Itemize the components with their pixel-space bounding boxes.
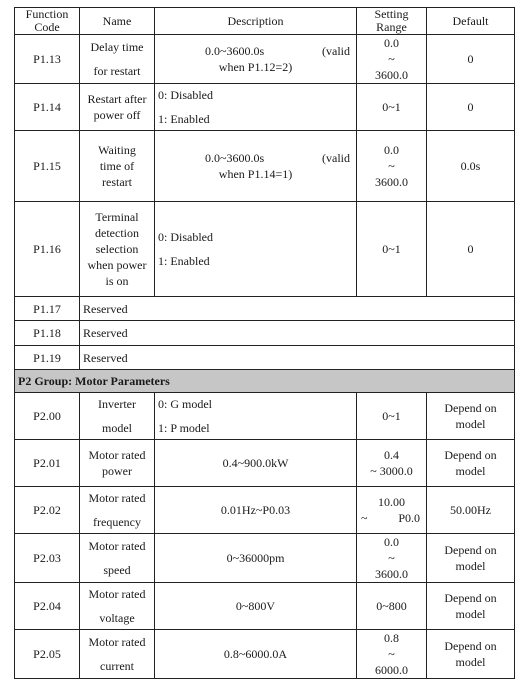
name-line: Motor rated	[88, 635, 146, 649]
name-line: time of	[99, 159, 135, 173]
code-cell: P1.13	[15, 35, 80, 84]
desc-line: 1: Enabled	[158, 112, 210, 126]
range-line: 3600.0	[375, 175, 408, 189]
desc-line: 1: Enabled	[158, 254, 210, 268]
default-cell: Depend on model	[427, 393, 515, 440]
table-row	[15, 346, 515, 370]
code-cell: P2.00	[15, 393, 80, 440]
code-cell: P2.03	[15, 534, 80, 583]
name-cell	[80, 534, 155, 583]
code-cell: P2.04	[15, 583, 80, 630]
description-cell: 0.8~6000.0A	[155, 630, 357, 679]
group-title: P2 Group: Motor Parameters	[15, 370, 515, 393]
range-line: 3600.0	[375, 68, 408, 82]
code-cell: P1.17	[15, 297, 80, 321]
name-line: Inverter	[98, 397, 136, 411]
table-row	[15, 534, 515, 583]
table-row	[15, 297, 515, 321]
desc-valid: (valid	[322, 151, 350, 165]
group-header-row	[15, 370, 515, 393]
name-line: for restart	[93, 64, 141, 78]
desc-line: 0: Disabled	[158, 88, 213, 102]
name-line: model	[102, 421, 132, 435]
name-cell	[80, 202, 155, 297]
range-line: 0.0	[384, 143, 399, 157]
range-line: ~	[388, 647, 395, 661]
code-cell: P2.02	[15, 487, 80, 534]
name-line: power off	[93, 108, 141, 122]
name-cell	[80, 583, 155, 630]
range-line: ~	[388, 52, 395, 66]
name-line: Waiting	[98, 143, 136, 157]
range-line: 10.00	[378, 495, 405, 509]
name-line: current	[100, 659, 134, 673]
name-cell	[80, 84, 155, 131]
name-line: Motor rated	[88, 539, 146, 553]
name-cell	[80, 630, 155, 679]
table-row	[15, 393, 515, 440]
name-line: selection	[95, 242, 139, 256]
range-line: ~	[388, 159, 395, 173]
table-row	[15, 583, 515, 630]
name-line: Delay time	[90, 40, 144, 54]
name-line: Terminal	[95, 210, 139, 224]
name-cell	[80, 35, 155, 84]
default-cell: Depend on model	[427, 534, 515, 583]
description-cell: Reserved	[80, 297, 515, 321]
description-cell: 0.4~900.0kW	[155, 440, 357, 487]
default-cell: 0	[427, 202, 515, 297]
name-line: power	[102, 464, 132, 478]
range-line: 3600.0	[375, 567, 408, 581]
code-cell: P1.18	[15, 321, 80, 346]
range-line: 0.0	[384, 36, 399, 50]
description-cell	[155, 202, 357, 297]
desc-valid: (valid	[322, 44, 350, 58]
range-line: 0.0	[384, 535, 399, 549]
default-cell: 50.00Hz	[427, 487, 515, 534]
description-cell: 0~800V	[155, 583, 357, 630]
setting-range-cell	[357, 131, 427, 202]
name-line: speed	[103, 563, 131, 577]
name-line: Motor rated	[88, 587, 146, 601]
default-cell: 0.0s	[427, 131, 515, 202]
setting-range-cell	[357, 35, 427, 84]
name-cell	[80, 440, 155, 487]
description-cell: 0.01Hz~P0.03	[155, 487, 357, 534]
parameter-table	[14, 7, 515, 679]
header-setting-range: Setting Range	[357, 8, 427, 35]
desc-condition: when P1.12=2)	[218, 60, 293, 74]
table-row	[15, 487, 515, 534]
setting-range-cell: 0~1	[357, 393, 427, 440]
name-line: restart	[102, 175, 132, 189]
description-cell: Reserved	[80, 346, 515, 370]
setting-range-cell	[357, 534, 427, 583]
setting-range-cell	[357, 440, 427, 487]
desc-range: 0.0~3600.0s	[205, 44, 265, 58]
table-row	[15, 131, 515, 202]
range-line: ~ 3000.0	[370, 464, 413, 478]
header-default: Default	[427, 8, 515, 35]
table-row	[15, 202, 515, 297]
name-line: frequency	[93, 515, 141, 529]
header-row	[15, 8, 515, 35]
default-cell: 0	[427, 35, 515, 84]
default-cell: Depend on model	[427, 440, 515, 487]
code-cell: P2.01	[15, 440, 80, 487]
table-row	[15, 440, 515, 487]
code-cell: P1.16	[15, 202, 80, 297]
name-line: detection	[95, 226, 139, 240]
desc-range: 0.0~3600.0s	[205, 151, 265, 165]
code-cell: P1.14	[15, 84, 80, 131]
table-row	[15, 84, 515, 131]
range-line: P0.0	[398, 511, 420, 525]
range-line: 0.4	[384, 448, 399, 462]
setting-range-cell: 0~800	[357, 583, 427, 630]
default-cell: 0	[427, 84, 515, 131]
range-line: 0.8	[384, 631, 399, 645]
header-name: Name	[80, 8, 155, 35]
name-cell	[80, 131, 155, 202]
description-cell: 0~36000pm	[155, 534, 357, 583]
table-row	[15, 321, 515, 346]
desc-line: 0: Disabled	[158, 230, 213, 244]
description-cell: Reserved	[80, 321, 515, 346]
description-cell	[155, 84, 357, 131]
name-line: when power	[87, 258, 147, 272]
setting-range-cell	[357, 630, 427, 679]
table-row	[15, 630, 515, 679]
name-line: is on	[105, 274, 129, 288]
desc-line: 1: P model	[158, 421, 210, 435]
name-line: Motor rated	[88, 491, 146, 505]
range-line: ~	[361, 511, 368, 525]
description-cell	[155, 131, 357, 202]
setting-range-cell	[357, 487, 427, 534]
range-line: 6000.0	[375, 663, 408, 677]
code-cell: P1.19	[15, 346, 80, 370]
desc-condition: when P1.14=1)	[218, 167, 293, 181]
name-cell	[80, 487, 155, 534]
name-cell	[80, 393, 155, 440]
range-line: ~	[388, 551, 395, 565]
setting-range-cell: 0~1	[357, 84, 427, 131]
default-cell: Depend on model	[427, 630, 515, 679]
description-cell	[155, 393, 357, 440]
header-description: Description	[155, 8, 357, 35]
desc-line: 0: G model	[158, 397, 212, 411]
setting-range-cell: 0~1	[357, 202, 427, 297]
header-function-code: Function Code	[15, 8, 80, 35]
code-cell: P2.05	[15, 630, 80, 679]
default-cell: Depend on model	[427, 583, 515, 630]
code-cell: P1.15	[15, 131, 80, 202]
name-line: Motor rated	[88, 448, 146, 462]
name-line: voltage	[99, 611, 135, 625]
table-row	[15, 35, 515, 84]
name-line: Restart after	[87, 92, 147, 106]
description-cell	[155, 35, 357, 84]
